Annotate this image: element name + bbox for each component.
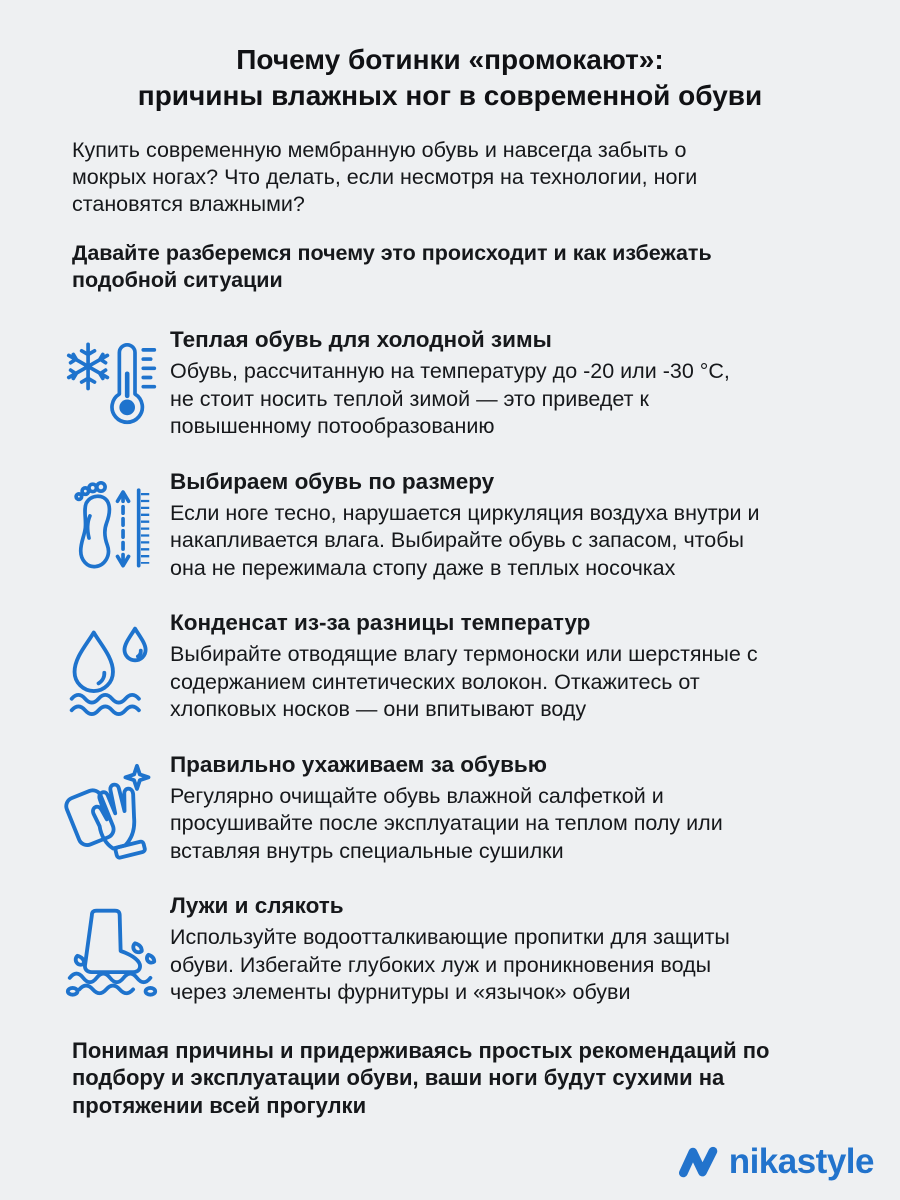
text-line: вставляя внутрь специальные сушилки [170, 838, 564, 863]
text-line: мокрых ногах? Что делать, если несмотря на технологии, ноги [72, 165, 698, 189]
text-line: Понимая причины и придерживаясь простых рекомендаций по [72, 1037, 770, 1063]
list-item [60, 467, 870, 583]
page-title [0, 0, 900, 114]
conclusion-paragraph [72, 1037, 840, 1120]
text-line: подобной ситуации [72, 268, 283, 292]
item-icon-box [60, 608, 164, 724]
item-text [170, 467, 870, 583]
text-line: просушивайте после эксплуатации на теплом полу или [170, 811, 723, 835]
title-line: причины влажных ног в современной обуви [137, 80, 763, 111]
lead-paragraph [72, 240, 840, 294]
text-line: Обувь, рассчитанную на температуру до -20 или -30 °C, [170, 359, 730, 383]
list-item [60, 891, 870, 1007]
item-body [170, 924, 870, 1007]
brand-footer [679, 1142, 874, 1182]
text-line: протяжении всей прогулки [72, 1092, 367, 1118]
item-icon-box [60, 891, 164, 1007]
text-line: Регулярно очищайте обувь влажной салфеткой и [170, 783, 664, 808]
item-title: Выбираем обувь по размеру [170, 468, 495, 494]
item-title: Конденсат из-за разницы температур [170, 610, 591, 635]
item-title: Правильно ухаживаем за обувью [170, 751, 547, 777]
water-drops-icon [64, 618, 160, 718]
text-line: через элементы фурнитуры и «язычок» обуви [170, 980, 631, 1004]
item-icon-box [60, 325, 164, 441]
item-body [170, 641, 870, 724]
boot-puddle-icon [64, 901, 160, 1001]
text-line: Давайте разберемся почему это происходит и как избежать [72, 241, 712, 265]
item-text [170, 608, 870, 724]
item-title: Лужи и слякоть [170, 893, 344, 918]
text-line: хлопковых носков — они впитывают воду [170, 697, 587, 721]
list-item [60, 750, 870, 866]
item-text [170, 325, 870, 441]
text-line: обуви. Избегайте глубоких луж и проникновения воды [170, 952, 712, 977]
text-line: содержанием синтетических волокон. Откажитесь от [170, 669, 700, 694]
item-text [170, 891, 870, 1007]
shoe-care-wipe-icon [64, 760, 160, 860]
text-line: не стоит носить теплой зимой — это приведет к [170, 386, 649, 411]
brand-name: nikastyle [728, 1142, 874, 1181]
reasons-list [0, 325, 900, 1007]
text-line: подбору и эксплуатации обуви, ваши ноги будут сухими на [72, 1065, 725, 1090]
item-body [170, 500, 870, 583]
item-text [170, 750, 870, 866]
text-line: Если ноге тесно, нарушается циркуляция воздуха внутри и [170, 500, 760, 525]
item-title: Теплая обувь для холодной зимы [170, 327, 552, 352]
foot-measure-icon [66, 477, 158, 577]
text-line: повышенному потообразованию [170, 414, 495, 438]
text-line: становятся влажными? [72, 192, 305, 216]
intro-paragraph [72, 137, 840, 218]
list-item [60, 325, 870, 441]
list-item [60, 608, 870, 724]
text-line: Используйте водоотталкивающие пропитки для защиты [170, 925, 730, 949]
nikastyle-logo-icon [679, 1145, 719, 1180]
item-icon-box [60, 467, 164, 583]
item-body [170, 358, 870, 441]
text-line: Купить современную мембранную обувь и навсегда забыть о [72, 138, 687, 162]
item-body [170, 783, 870, 866]
title-line: Почему ботинки «промокают»: [236, 44, 664, 75]
snowflake-thermometer-icon [66, 335, 158, 431]
text-line: Выбирайте отводящие влагу термоноски или шерстяные с [170, 642, 758, 666]
text-line: накапливается влага. Выбирайте обувь с запасом, чтобы [170, 528, 744, 552]
text-line: она не пережимала стопу даже в теплых носочках [170, 555, 676, 580]
item-icon-box [60, 750, 164, 866]
